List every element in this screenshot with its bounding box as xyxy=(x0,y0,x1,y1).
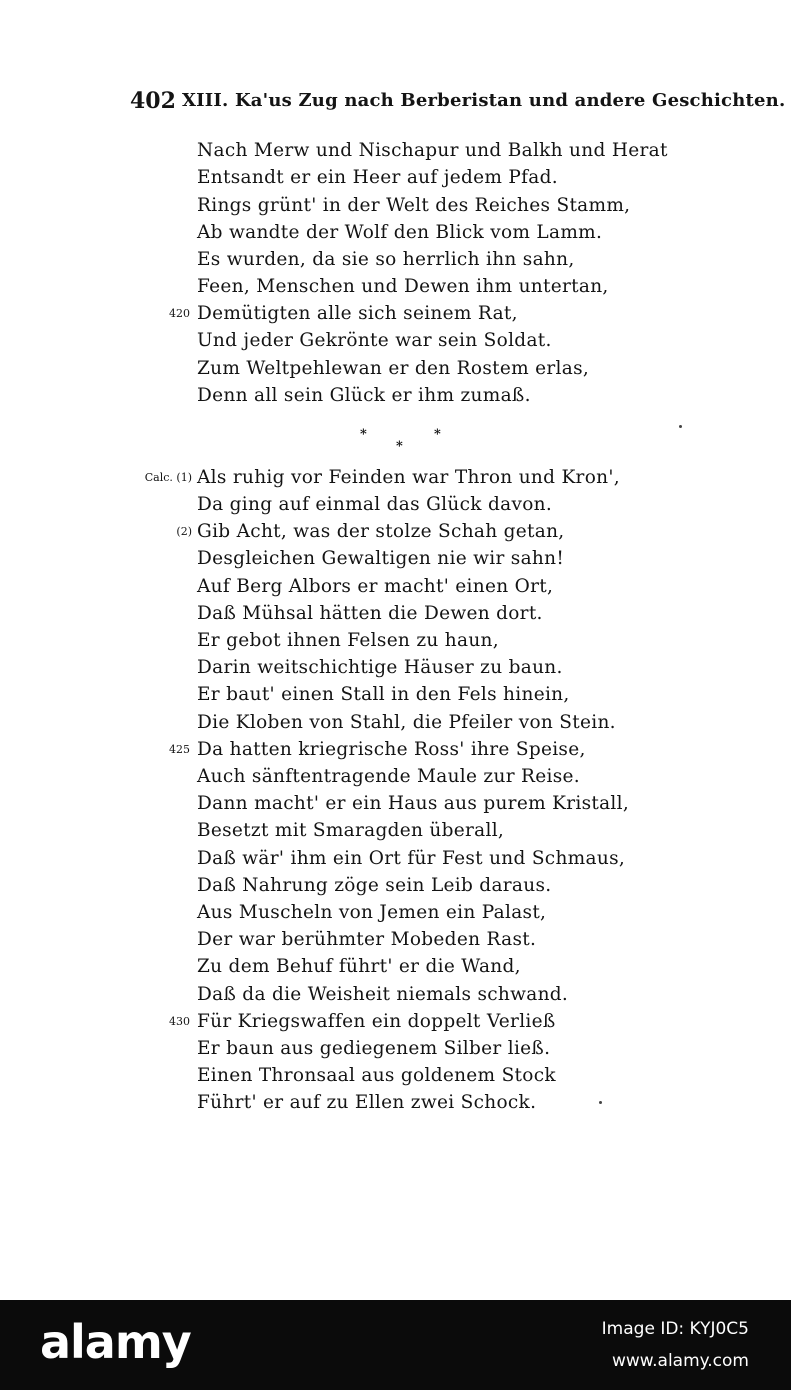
verse-line: Darin weitschichtige Häuser zu baun. xyxy=(197,657,563,678)
verse-line: Auch sänftentragende Maule zur Reise. xyxy=(197,766,580,787)
verse-line: Denn all sein Glück er ihm zumaß. xyxy=(197,385,531,406)
verse-line: Daß wär' ihm ein Ort für Fest und Schmaus, xyxy=(197,848,626,869)
verse-line: Aus Muscheln von Jemen ein Palast, xyxy=(197,902,547,923)
image-id: Image ID: KYJ0C5 xyxy=(601,1319,749,1339)
verse-line: Rings grünt' in der Welt des Reiches Stamm, xyxy=(197,195,631,216)
verse-line: Es wurden, da sie so herrlich ihn sahn, xyxy=(197,249,575,270)
verse-line: Zu dem Behuf führt' er die Wand, xyxy=(197,956,521,977)
site-url: www.alamy.com xyxy=(611,1351,749,1371)
verse-line: Der war berühmter Mobeden Rast. xyxy=(197,929,537,950)
verse-line: Als ruhig vor Feinden war Thron und Kron', xyxy=(197,467,620,488)
verse-line: Demütigten alle sich seinem Rat, xyxy=(197,303,518,324)
verse-line: Feen, Menschen und Dewen ihm untertan, xyxy=(197,276,609,297)
page-number: 402 xyxy=(130,88,176,114)
verse-line: Einen Thronsaal aus goldenem Stock xyxy=(197,1065,556,1086)
verse-line: Er gebot ihnen Felsen zu haun, xyxy=(197,630,499,651)
verse-line: Gib Acht, was der stolze Schah getan, xyxy=(197,521,565,542)
separator-star: * xyxy=(434,427,441,442)
line-number-425: 425 xyxy=(169,743,190,756)
verse-line: Zum Weltpehlewan er den Rostem erlas, xyxy=(197,358,590,379)
reference-2: (2) xyxy=(176,525,192,538)
running-head: XIII. Ka'us Zug nach Berberistan und andere Geschichten. xyxy=(182,90,786,111)
separator-star: * xyxy=(396,439,403,454)
verse-line: Er baut' einen Stall in den Fels hinein, xyxy=(197,684,570,705)
alamy-logo: alamy xyxy=(40,1315,191,1369)
line-number-420: 420 xyxy=(169,307,190,320)
verse-line: Entsandt er ein Heer auf jedem Pfad. xyxy=(197,167,558,188)
verse-line: Daß Nahrung zöge sein Leib daraus. xyxy=(197,875,552,896)
stock-watermark-bar xyxy=(0,1300,791,1390)
verse-line: Daß Mühsal hätten die Dewen dort. xyxy=(197,603,543,624)
verse-line: Daß da die Weisheit niemals schwand. xyxy=(197,984,569,1005)
verse-line: Da hatten kriegrische Ross' ihre Speise, xyxy=(197,739,586,760)
verse-line: Und jeder Gekrönte war sein Soldat. xyxy=(197,330,552,351)
line-number-430: 430 xyxy=(169,1015,190,1028)
verse-line: Ab wandte der Wolf den Blick vom Lamm. xyxy=(197,222,603,243)
verse-line: Auf Berg Albors er macht' einen Ort, xyxy=(197,576,554,597)
separator-star: * xyxy=(360,427,367,442)
verse-line: Da ging auf einmal das Glück davon. xyxy=(197,494,553,515)
calc-reference: Calc. (1) xyxy=(144,471,192,484)
verse-line: Er baun aus gediegenem Silber ließ. xyxy=(197,1038,551,1059)
verse-line: Desgleichen Gewaltigen nie wir sahn! xyxy=(197,548,565,569)
verse-line: Führt' er auf zu Ellen zwei Schock. xyxy=(197,1092,537,1113)
verse-line: Dann macht' er ein Haus aus purem Kristall, xyxy=(197,793,630,814)
verse-line: Für Kriegswaffen ein doppelt Verließ xyxy=(197,1011,556,1032)
speck xyxy=(599,1101,602,1104)
verse-line: Besetzt mit Smaragden überall, xyxy=(197,820,505,841)
verse-line: Die Kloben von Stahl, die Pfeiler von Stein. xyxy=(197,712,616,733)
speck xyxy=(679,425,682,428)
verse-line: Nach Merw und Nischapur und Balkh und Herat xyxy=(197,140,668,161)
